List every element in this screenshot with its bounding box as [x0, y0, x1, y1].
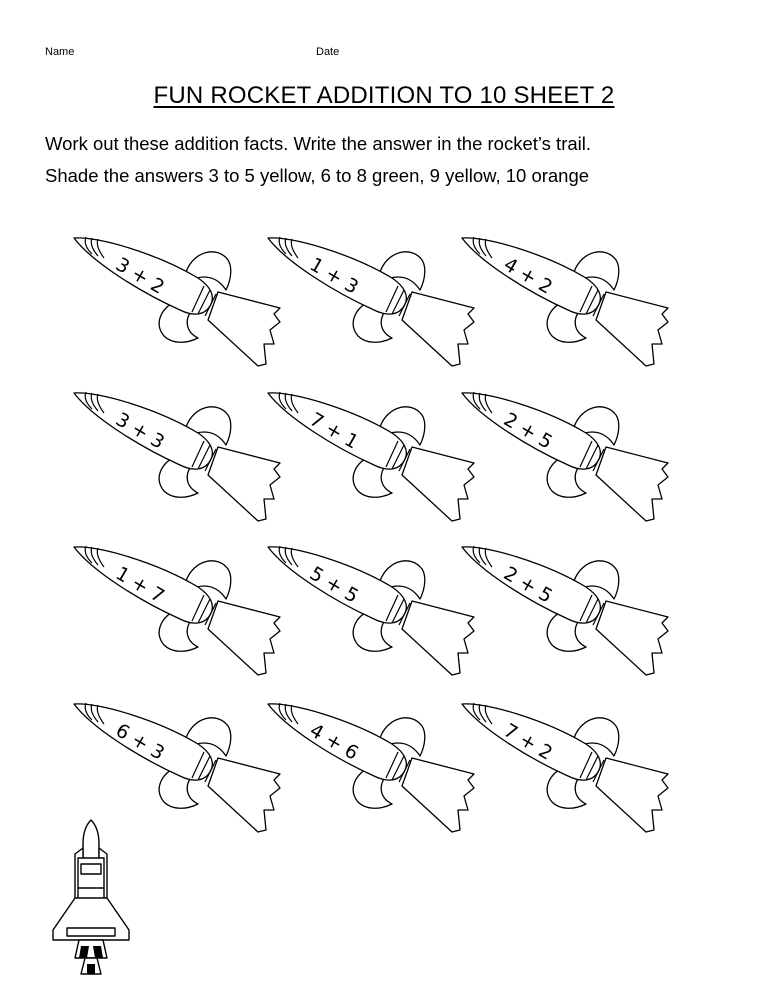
rocket: [456, 232, 676, 377]
rocket-problem: 4 + 6: [305, 719, 363, 765]
rocket-trail: [596, 447, 668, 521]
date-label: Date: [316, 46, 340, 58]
instructions-line-1: Work out these addition facts. Write the answer in the rocket’s trail.: [45, 133, 592, 154]
rocket-problem: 5 + 5: [305, 562, 363, 608]
rocket: [262, 232, 482, 377]
rocket: [262, 541, 482, 686]
rocket-problem: 7 + 1: [305, 408, 363, 454]
rocket: [262, 387, 482, 532]
rocket-problem: 4 + 2: [499, 253, 557, 299]
rocket: [456, 698, 676, 843]
rocket-trail: [596, 601, 668, 675]
rocket: [68, 387, 288, 532]
rocket-trail: [596, 758, 668, 832]
rocket-problem: 2 + 5: [499, 408, 557, 454]
rocket: [456, 541, 676, 686]
rocket-problem: 3 + 2: [111, 253, 169, 299]
instructions-line-2: Shade the answers 3 to 5 yellow, 6 to 8 green, 9 yellow, 10 orange: [45, 165, 590, 186]
rocket-problem: 1 + 3: [305, 253, 363, 299]
rocket-problem: 6 + 3: [111, 719, 169, 765]
rocket-problem: 7 + 2: [499, 719, 557, 765]
worksheet-title: FUN ROCKET ADDITION TO 10 SHEET 2: [153, 82, 615, 109]
rocket: [456, 387, 676, 532]
rocket: [262, 698, 482, 843]
rocket: [68, 232, 288, 377]
rocket-trail: [596, 292, 668, 366]
rocket-problem: 1 + 7: [111, 562, 169, 608]
rocket-problem: 3 + 3: [111, 408, 169, 454]
name-label: Name: [45, 46, 75, 58]
rocket: [68, 541, 288, 686]
space-shuttle-icon: [45, 818, 137, 978]
rocket-problem: 2 + 5: [499, 562, 557, 608]
